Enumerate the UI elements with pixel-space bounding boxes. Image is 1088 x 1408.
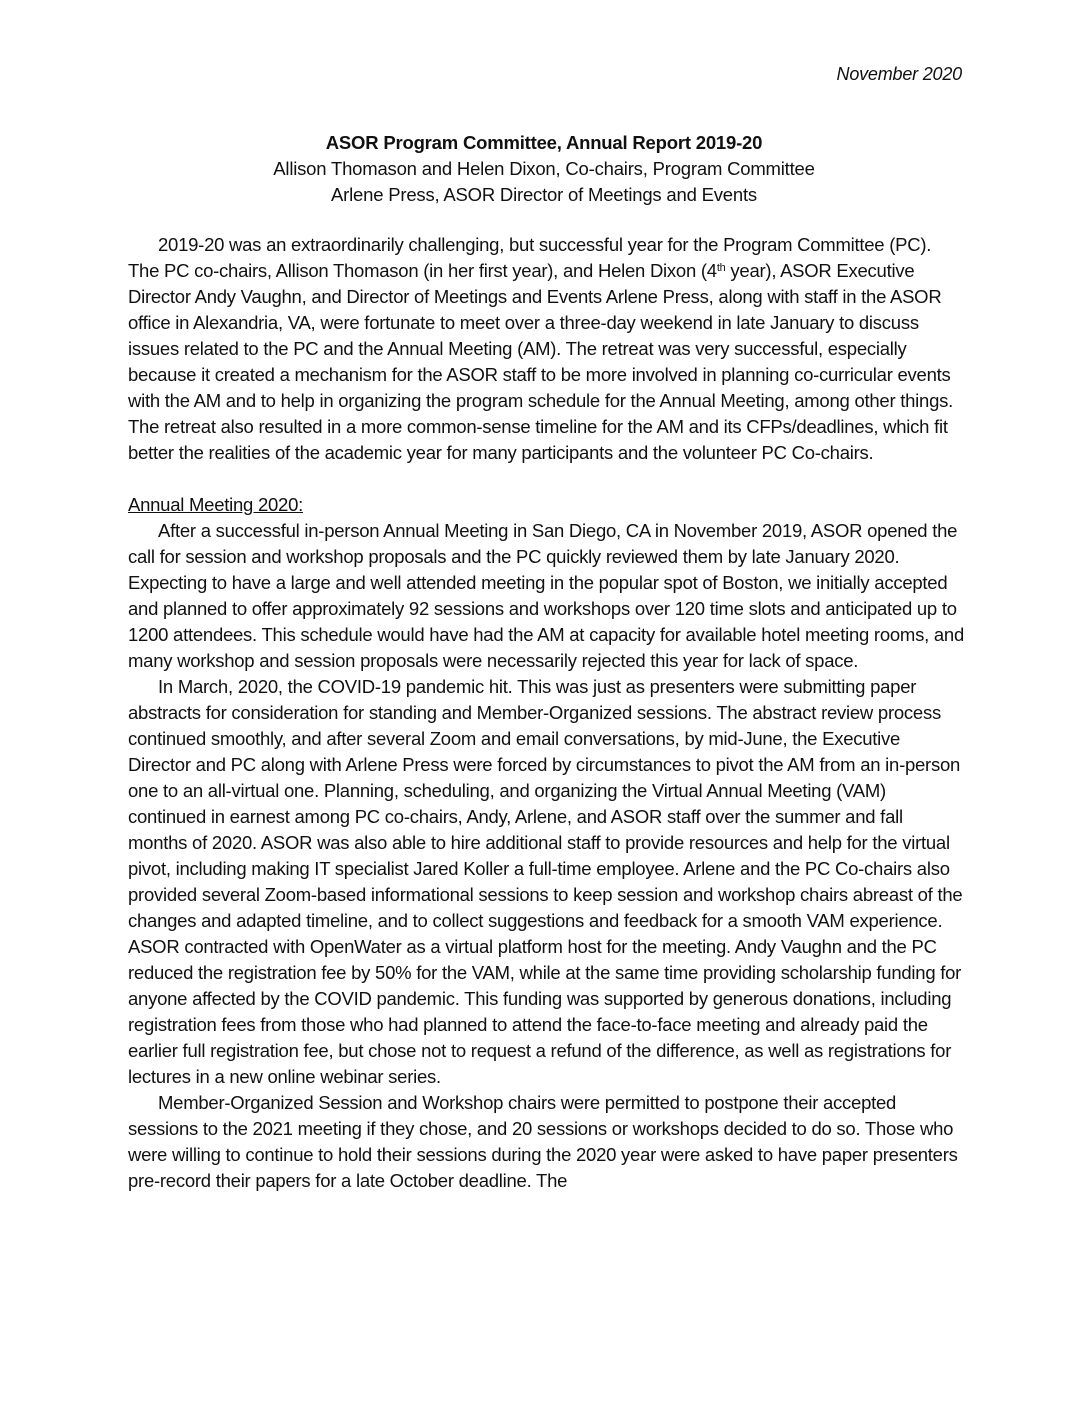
intro-paragraph: [128, 232, 964, 466]
ordinal-superscript: th: [716, 262, 726, 274]
co-chairs-line: Allison Thomason and Helen Dixon, Co-chairs, Program Committee: [273, 158, 815, 179]
section-heading: Annual Meeting 2020:: [128, 494, 303, 515]
intro-text-part2: year), ASOR Executive Director Andy Vaughn, and Director of Meetings and Events Arlene Press, along with staff in the ASOR office in Alexandria, VA, were fortunate to meet over a three-day weekend in late January to discuss issues related to the PC and the Annual Meeting (AM). The retreat was very successful, especially because it created a mechanism for the ASOR staff to be more involved in planning co-curricular events with the AM and to help in organizing the program schedule for the Annual Meeting, among other things. The retreat also resulted in a more common-sense timeline for the AM and its CFPs/deadlines, which fit better the realities of the academic year for many participants and the volunteer PC Co-chairs.: [128, 260, 954, 463]
title-block: [0, 130, 1088, 208]
body-paragraph-2: In March, 2020, the COVID-19 pandemic hit. This was just as presenters were submitting paper abstracts for consideration for standing and Member-Organized sessions. The abstract review process continued smoothly, and after several Zoom and email conversations, by mid-June, the Executive Director and PC along with Arlene Press were forced by circumstances to pivot the AM from an in-person one to an all-virtual one. Planning, scheduling, and organizing the Virtual Annual Meeting (VAM) continued in earnest among PC co-chairs, Andy, Arlene, and ASOR staff over the summer and fall months of 2020. ASOR was also able to hire additional staff to provide resources and help for the virtual pivot, including making IT specialist Jared Koller a full-time employee. Arlene and the PC Co-chairs also provided several Zoom-based informational sessions to keep session and workshop chairs abreast of the changes and adapted timeline, and to collect suggestions and feedback for a smooth VAM experience. ASOR contracted with OpenWater as a virtual platform host for the meeting. Andy Vaughn and the PC reduced the registration fee by 50% for the VAM, while at the same time providing scholarship funding for anyone affected by the COVID pandemic. This funding was supported by generous donations, including registration fees from those who had planned to attend the face-to-face meeting and already paid the earlier full registration fee, but chose not to request a refund of the difference, as well as registrations for lectures in a new online webinar series.: [128, 676, 963, 1087]
body-paragraph-1: After a successful in-person Annual Meeting in San Diego, CA in November 2019, ASOR opened the call for session and workshop proposals and the PC quickly reviewed them by late January 2020. Expecting to have a large and well attended meeting in the popular spot of Boston, we initially accepted and planned to offer approximately 92 sessions and workshops over 120 time slots and anticipated up to 1200 attendees. This schedule would have had the AM at capacity for available hotel meeting rooms, and many workshop and session proposals were necessarily rejected this year for lack of space.: [128, 520, 964, 671]
report-title: ASOR Program Committee, Annual Report 2019-20: [325, 132, 763, 153]
intro-text-part1: 2019-20 was an extraordinarily challenging, but successful year for the Program Committee (PC). The PC co-chairs, Allison Thomason (in her first year), and Helen Dixon (4: [128, 234, 932, 281]
body-paragraph-3: Member-Organized Session and Workshop chairs were permitted to postpone their accepted sessions to the 2021 meeting if they chose, and 20 sessions or workshops decided to do so. Those who were willing to continue to hold their sessions during the 2020 year were asked to have paper presenters pre-record their papers for a late October deadline. The: [128, 1092, 958, 1191]
director-line: Arlene Press, ASOR Director of Meetings and Events: [331, 184, 757, 205]
report-body: [128, 232, 964, 1194]
report-date: November 2020: [836, 64, 962, 84]
